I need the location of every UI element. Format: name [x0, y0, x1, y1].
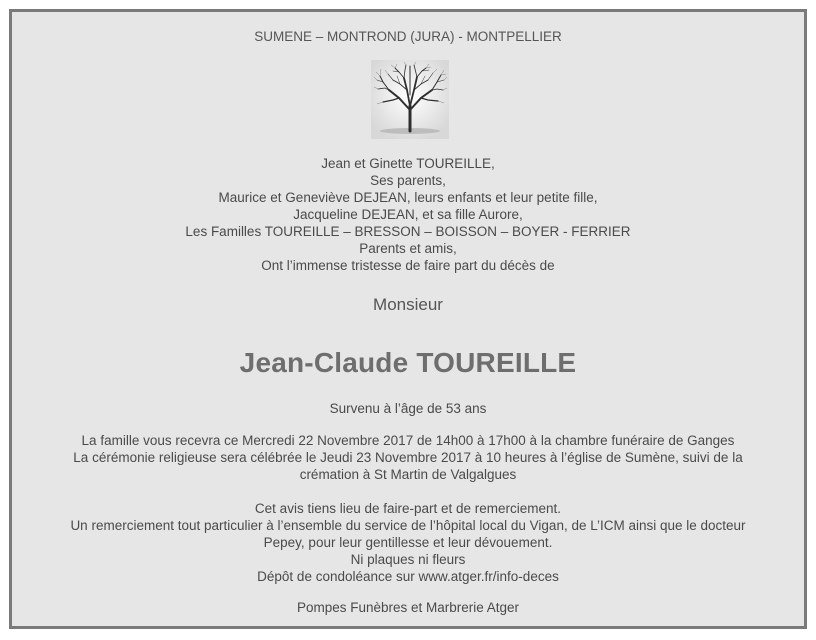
notes-block: [12, 500, 804, 585]
family-line: Ont l’immense tristesse de faire part du décès de: [261, 258, 555, 273]
tree-icon: [371, 60, 449, 139]
deceased-name: Jean-Claude TOUREILLE: [239, 347, 577, 378]
family-line: Parents et amis,: [359, 241, 457, 256]
funeral-company: Pompes Funèbres et Marbrerie Atger: [296, 600, 520, 615]
ceremony-line: crémation à St Martin de Valgalgues: [299, 467, 517, 482]
family-line: Maurice et Geneviève DEJEAN, leurs enfants et leur petite fille,: [218, 190, 598, 205]
family-line: Les Familles TOUREILLE – BRESSON – BOISSON – BOYER - FERRIER: [185, 224, 631, 239]
civility: Monsieur: [373, 295, 443, 314]
header-places: SUMENE – MONTROND (JURA) - MONTPELLIER: [254, 29, 562, 44]
note-line: Cet avis tiens lieu de faire-part et de remerciement.: [254, 501, 562, 516]
family-list: [12, 155, 804, 274]
family-line: Jacqueline DEJEAN, et sa fille Aurore,: [293, 207, 523, 222]
age-text: Survenu à l’âge de 53 ans: [329, 401, 487, 416]
ceremony-info: [12, 432, 804, 483]
note-line: Un remerciement tout particulier à l’ensemble du service de l’hôpital local du Vigan, de L’ICM ainsi que le docteur: [70, 518, 746, 533]
note-line: Ni plaques ni fleurs: [350, 552, 466, 567]
note-line: Dépôt de condoléance sur www.atger.fr/info-deces: [257, 569, 559, 584]
obituary-notice: [9, 9, 807, 629]
ceremony-line: La cérémonie religieuse sera célébrée le Jeudi 23 Novembre 2017 à 10 heures à l’église de Sumène, suivi de la: [73, 450, 743, 465]
ceremony-line: La famille vous recevra ce Mercredi 22 Novembre 2017 de 14h00 à 17h00 à la chambre funéraire de Ganges: [81, 433, 735, 448]
family-line: Jean et Ginette TOUREILLE,: [321, 156, 495, 171]
tree-image: [371, 60, 449, 139]
family-line: Ses parents,: [370, 173, 446, 188]
note-line: Pepey, pour leur gentillesse et leur dévouement.: [263, 535, 553, 550]
